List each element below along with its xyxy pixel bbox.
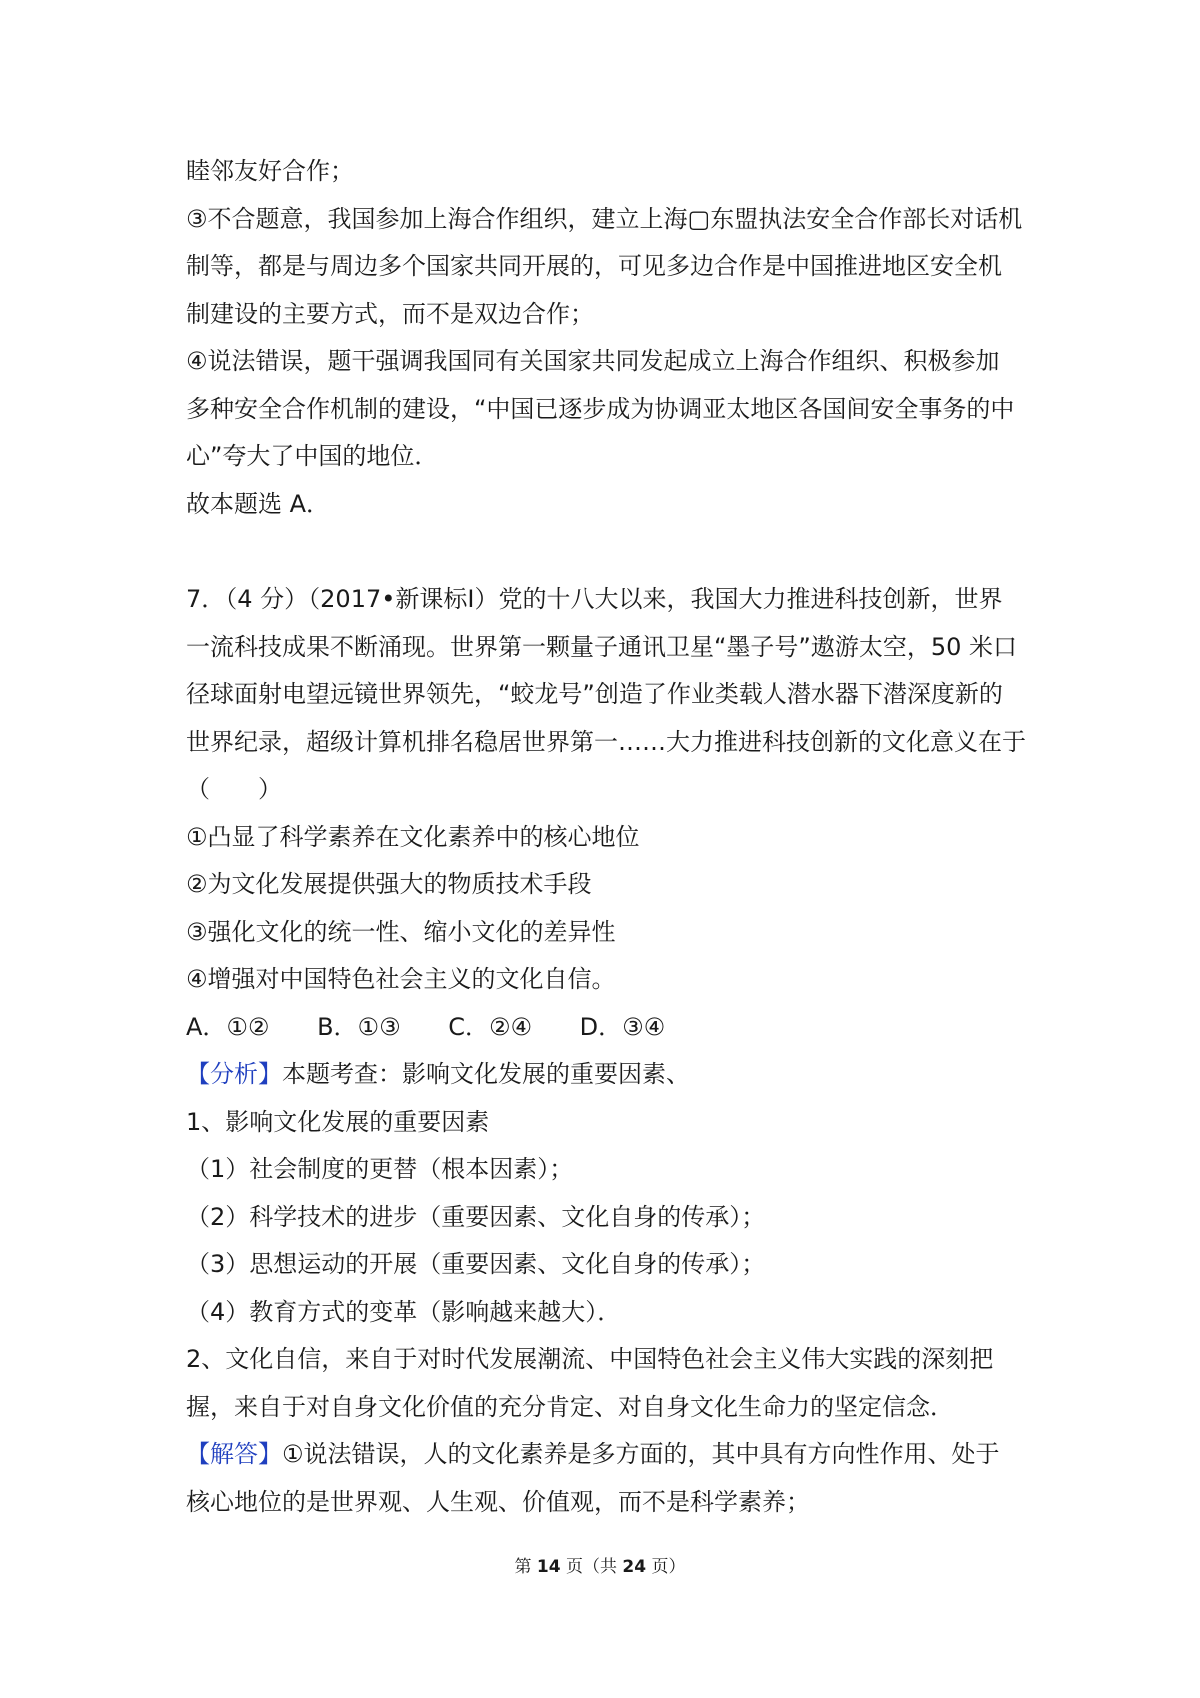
- answer-block: [186, 1431, 1030, 1526]
- analysis-line: 握，来自于对自身文化价值的充分肯定、对自身文化生命力的坚定信念．: [186, 1392, 954, 1421]
- section-gap: [186, 528, 1030, 576]
- analysis-intro: 本题考查：影响文化发展的重要因素、: [282, 1060, 690, 1088]
- answer-line: 核心地位的是世界观、人生观、价值观，而不是科学素养；: [186, 1487, 810, 1516]
- analysis-line: （4）教育方式的变革（影响越来越大）．: [186, 1297, 622, 1326]
- text-line: 多种安全合作机制的建设，“中国已逐步成为协调亚太地区各国间安全事务的中: [186, 394, 1015, 423]
- analysis-line: （1）社会制度的更替（根本因素）；: [186, 1155, 574, 1183]
- statement-item: ①凸显了科学素养在文化素养中的核心地位: [186, 822, 640, 851]
- footer-prefix: 第: [514, 1557, 537, 1577]
- answer-tag: 【解答】: [186, 1440, 282, 1468]
- analysis-line: （2）科学技术的进步（重要因素、文化自身的传承）；: [186, 1202, 766, 1231]
- footer-suffix: 页）: [646, 1557, 686, 1577]
- page-total: 24: [622, 1557, 647, 1577]
- text-line: 制建设的主要方式，而不是双边合作；: [186, 299, 594, 328]
- text-line: ③不合题意，我国参加上海合作组织，建立上海▢东盟执法安全合作部长对话机: [186, 204, 1023, 233]
- option-a: A．①②: [186, 1012, 270, 1041]
- statement-item: ②为文化发展提供强大的物质技术手段: [186, 870, 592, 898]
- analysis-heading: [186, 1051, 1030, 1099]
- option-d: D．③④: [579, 1012, 666, 1041]
- answer-first-line: ①说法错误，人的文化素养是多方面的，其中具有方向性作用、处于: [282, 1440, 1000, 1468]
- footer-middle: 页（共: [560, 1557, 623, 1577]
- question-stem-line: 一流科技成果不断涌现。世界第一颗量子通讯卫星“墨子号”遨游太空，50 米口: [186, 632, 1018, 661]
- statement-item: ④增强对中国特色社会主义的文化自信。: [186, 965, 616, 993]
- document-page: [186, 148, 1030, 1526]
- text-line: 心”夸大了中国的地位．: [186, 442, 439, 470]
- answer-blank: （ ）: [186, 775, 282, 803]
- statement-item: ③强化文化的统一性、缩小文化的差异性: [186, 917, 616, 946]
- analysis-line: （3）思想运动的开展（重要因素、文化自身的传承）；: [186, 1250, 766, 1278]
- question-stem-line: 世界纪录，超级计算机排名稳居世界第一……大力推进科技创新的文化意义在于: [186, 727, 1026, 756]
- analysis-line: 2、文化自信，来自于对时代发展潮流、中国特色社会主义伟大实践的深刻把: [186, 1345, 994, 1373]
- option-b: B．①③: [317, 1012, 401, 1041]
- answer-heading: [186, 1431, 1030, 1479]
- analysis-line: 1、影响文化发展的重要因素: [186, 1107, 490, 1136]
- page-footer: [0, 1552, 1200, 1577]
- previous-answer-block: [186, 148, 1030, 528]
- page-number: 14: [536, 1557, 561, 1577]
- analysis-block: [186, 1051, 1030, 1431]
- answer-options: [186, 1004, 1030, 1052]
- text-line: 故本题选 A．: [186, 489, 331, 518]
- question-stem-line: 径球面射电望远镜世界领先，“蛟龙号”创造了作业类载人潜水器下潜深度新的: [186, 680, 1003, 708]
- text-line: 制等，都是与周边多个国家共同开展的，可见多边合作是中国推进地区安全机: [186, 252, 1002, 280]
- text-line: 睦邻友好合作；: [186, 157, 354, 185]
- text-line: ④说法错误，题干强调我国同有关国家共同发起成立上海合作组织、积极参加: [186, 347, 1000, 375]
- question-7-block: [186, 576, 1030, 1051]
- analysis-tag: 【分析】: [186, 1060, 282, 1088]
- option-c: C．②④: [448, 1012, 533, 1041]
- question-stem-line: 7．（4 分）（2017•新课标Ⅰ）党的十八大以来，我国大力推进科技创新，世界: [186, 585, 1003, 613]
